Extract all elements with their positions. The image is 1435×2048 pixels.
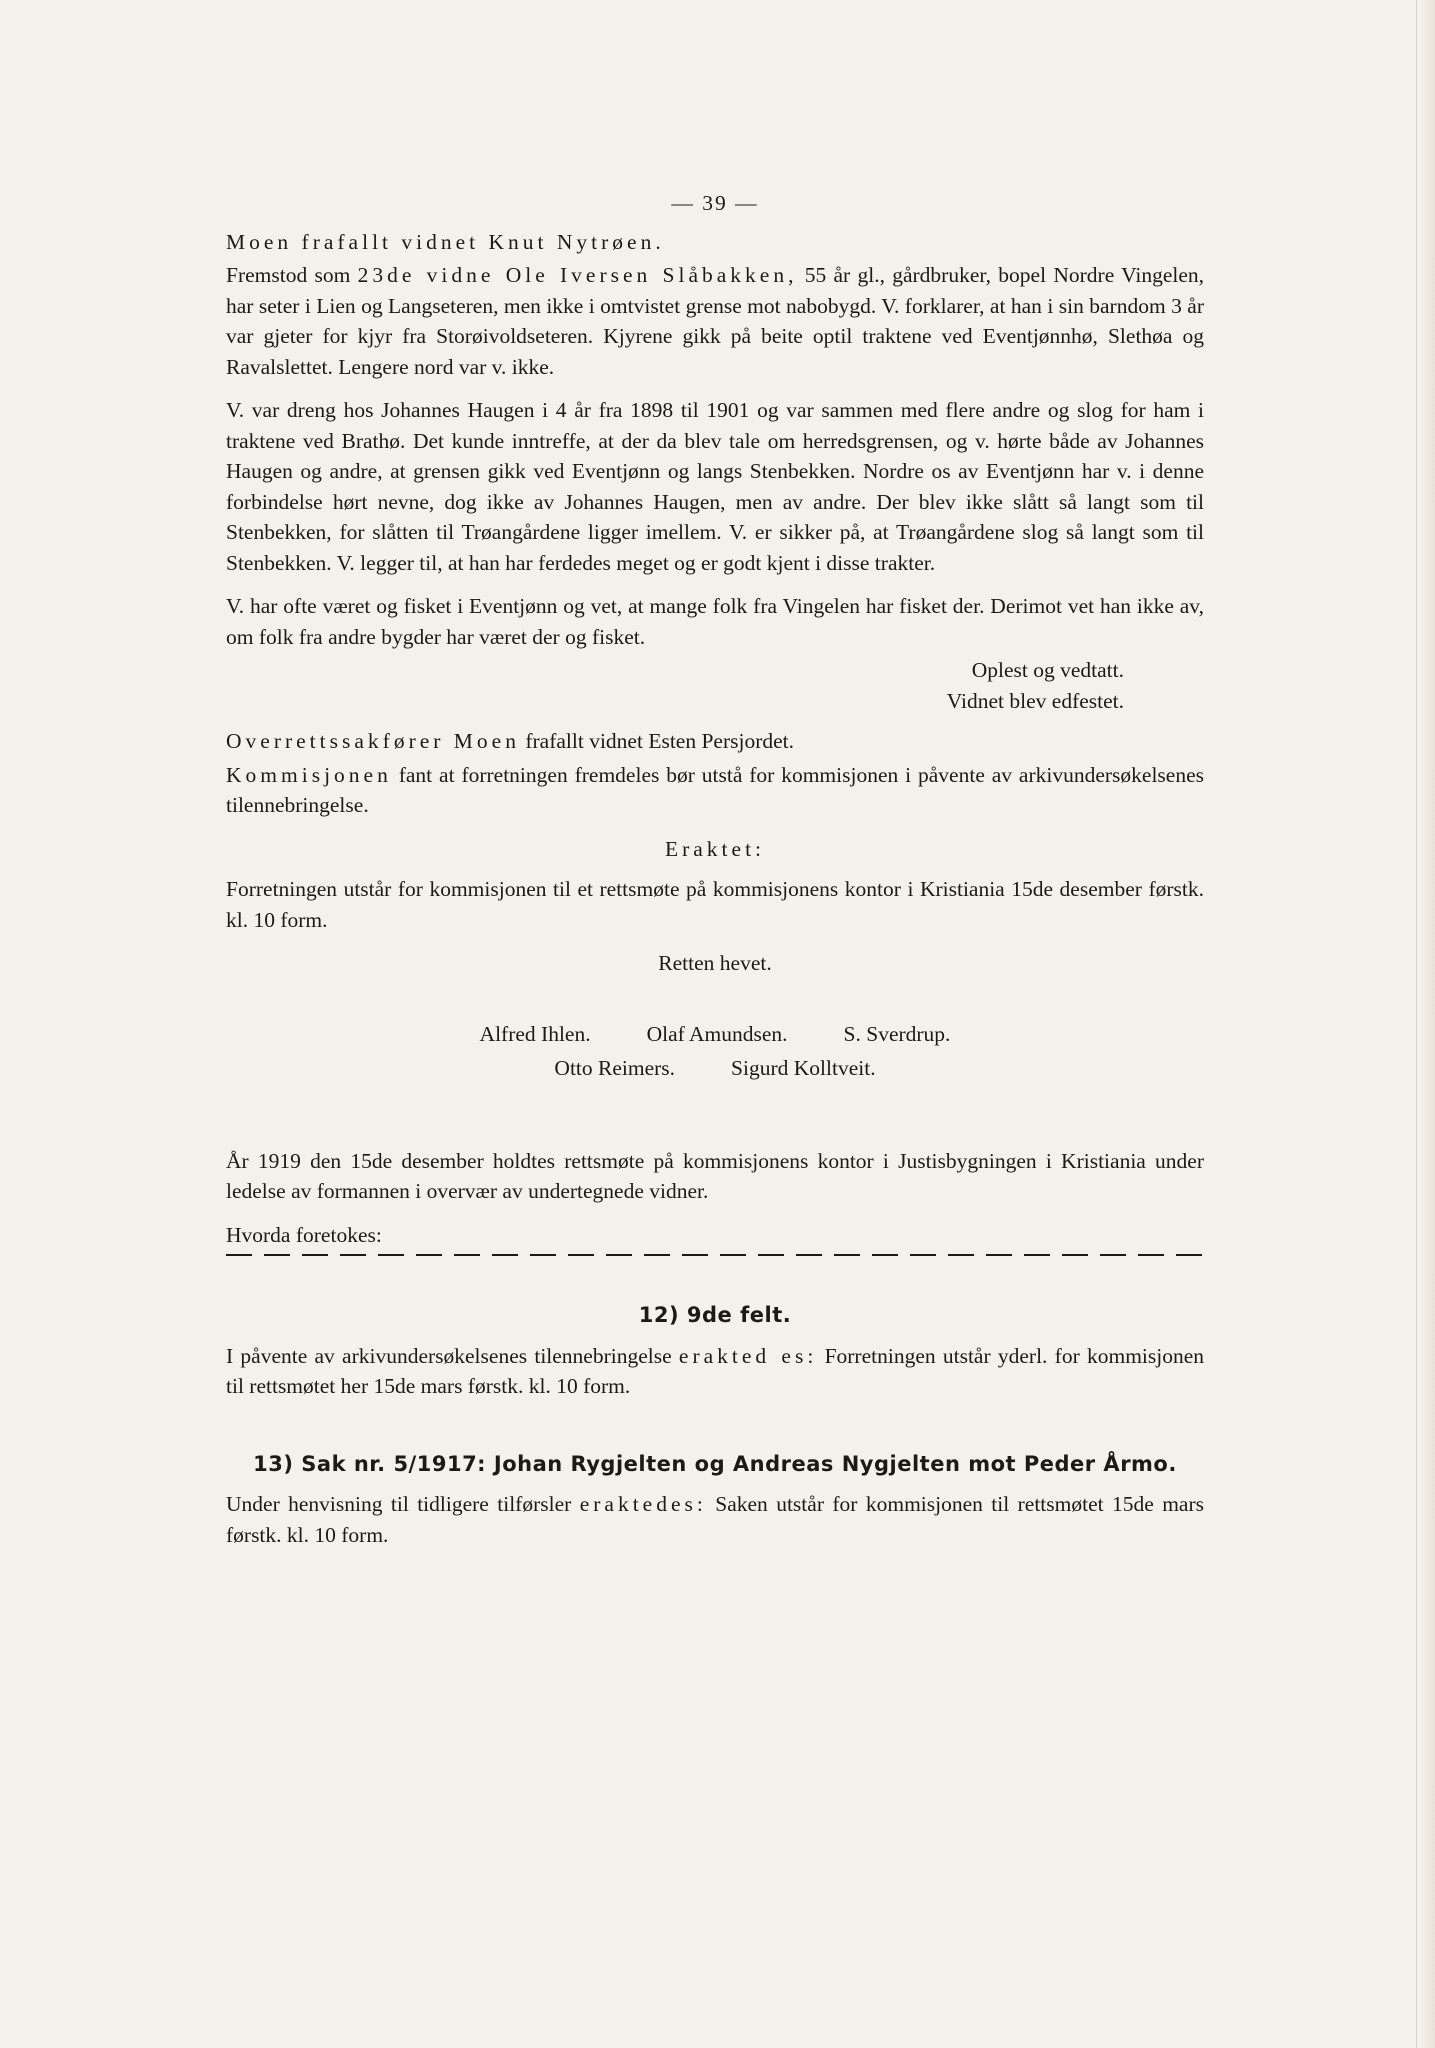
witness-name: 23de vidne Ole Iversen Slåbakken, — [357, 263, 798, 287]
vidnet-edfestet-line: Vidnet blev edfestet. — [946, 688, 1124, 713]
paragraph-3: V. var dreng hos Johannes Haugen i 4 år fra 1898 til 1901 og var sammen med flere andre og slog for ham i traktene ved Brathø. Det kunde inntreffe, at der da blev tale om herredsgrensen, og v. hørte både av Johannes Haugen og andre, at grensen gikk ved Eventjønn og langs Stenbekken. Nordre os av Eventjønn har v. i denne forbindelse hørt nevne, dog ikke av Johannes Haugen, men av andre. Der blev ikke slått så langt som til Stenbekken, for slåtten til Trøangårdene ligger imellem. V. er sikker på, at Trøangårdene slog så langt som til Stenbekken. V. legger til, at han har ferdedes meget og er godt kjent i disse trakter. — [226, 398, 1204, 575]
signature-sverdrup: S. Sverdrup. — [843, 1021, 951, 1046]
signature-kolltveit: Sigurd Kolltveit. — [731, 1056, 876, 1080]
page-number: — 39 — — [671, 191, 759, 215]
paragraph-1-text: Moen frafallt vidnet Knut Nytrøen. — [226, 229, 665, 254]
paragraph-9-text: Forretningen utstår yderl. for kommisjonen til rettsmøtet her 15de mars førstk. kl. 10 form. — [226, 1343, 1205, 1398]
paragraph-8: År 1919 den 15de desember holdtes rettsmøte på kommisjonens kontor i Justisbygningen i Kristiania under ledelse av formannen i overvær av undertegnede vidner. — [226, 1148, 1204, 1203]
signature-amundsen: Olaf Amundsen. — [646, 1021, 788, 1046]
paragraph-6-lead: Kommisjonen — [226, 762, 392, 787]
paragraph-10-text: Saken utstår for kommisjonen til rettsmøtet 15de mars førstk. kl. 10 form. — [226, 1492, 1205, 1547]
paragraph-2-text: 55 år gl., gårdbruker, bopel Nordre Vingelen, har seter i Lien og Langseteren, men ikke i omtvistet grense mot nabobygd. V. forklarer, at han i sin barndom 3 år var gjeter for kjyr fra Storøivoldseteren. Kjyrene gikk på beite optil traktene ved Eventjønnhø, Slethøa og Ravalslettet. Lengere nord var v. ikke. — [226, 263, 1204, 379]
eraktet-heading: Eraktet: — [664, 836, 766, 861]
paragraph-5-lead: Overrettssakfører Moen — [226, 729, 520, 753]
paragraph-4: V. har ofte været og fisket i Eventjønn og vet, at mange folk fra Vingelen har fisket der. Derimot vet han ikke av, om folk fra andre bygder har været der og fisket. — [226, 594, 1204, 649]
paragraph-1 — [226, 227, 1204, 258]
attestation-block — [226, 655, 1204, 716]
oplest-line: Oplest og vedtatt. — [971, 658, 1124, 682]
paragraph-9 — [226, 1341, 1204, 1402]
paragraph-10-erakted: eraktedes: — [579, 1492, 707, 1516]
section-12-title: 12) 9de felt. — [638, 1303, 792, 1327]
paragraph-5 — [226, 726, 1204, 757]
paragraph-6-text: fant at forretningen fremdeles bør utstå for kommisjonen i påvente av arkivundersøkelsenes tilennebringelse. — [226, 762, 1204, 817]
page-edge-shadow — [1421, 0, 1435, 2048]
signature-ihlen: Alfred Ihlen. — [479, 1021, 591, 1046]
paragraph-9-erakted: erakted es: — [678, 1343, 818, 1368]
paragraph-10 — [226, 1489, 1204, 1550]
paragraph-10-lead: Under henvisning til tidligere tilførsler — [226, 1492, 572, 1516]
signature-row-1 — [226, 1019, 1204, 1050]
paragraph-6 — [226, 760, 1204, 821]
paragraph-2-lead: Fremstod som — [226, 263, 351, 287]
retten-hevet: Retten hevet. — [658, 951, 772, 975]
paragraph-5-text: frafallt vidnet Esten Persjordet. — [525, 729, 795, 753]
paragraph-7: Forretningen utstår for kommisjonen til et rettsmøte på kommisjonens kontor i Kristiania 15de desember førstk. kl. 10 form. — [226, 877, 1204, 932]
hvorda-foretokes: Hvorda foretokes: — [226, 1222, 382, 1247]
document-body — [226, 188, 1204, 1553]
paragraph-9-lead: I påvente av arkivundersøkelsenes tilennebringelse — [226, 1343, 672, 1368]
paragraph-2 — [226, 260, 1204, 382]
signature-row-2 — [226, 1053, 1204, 1084]
section-13-title: 13) Sak nr. 5/1917: Johan Rygjelten og Andreas Nygjelten mot Peder Årmo. — [253, 1451, 1177, 1476]
signature-reimers: Otto Reimers. — [554, 1056, 676, 1080]
page-edge-line — [1416, 0, 1417, 2048]
